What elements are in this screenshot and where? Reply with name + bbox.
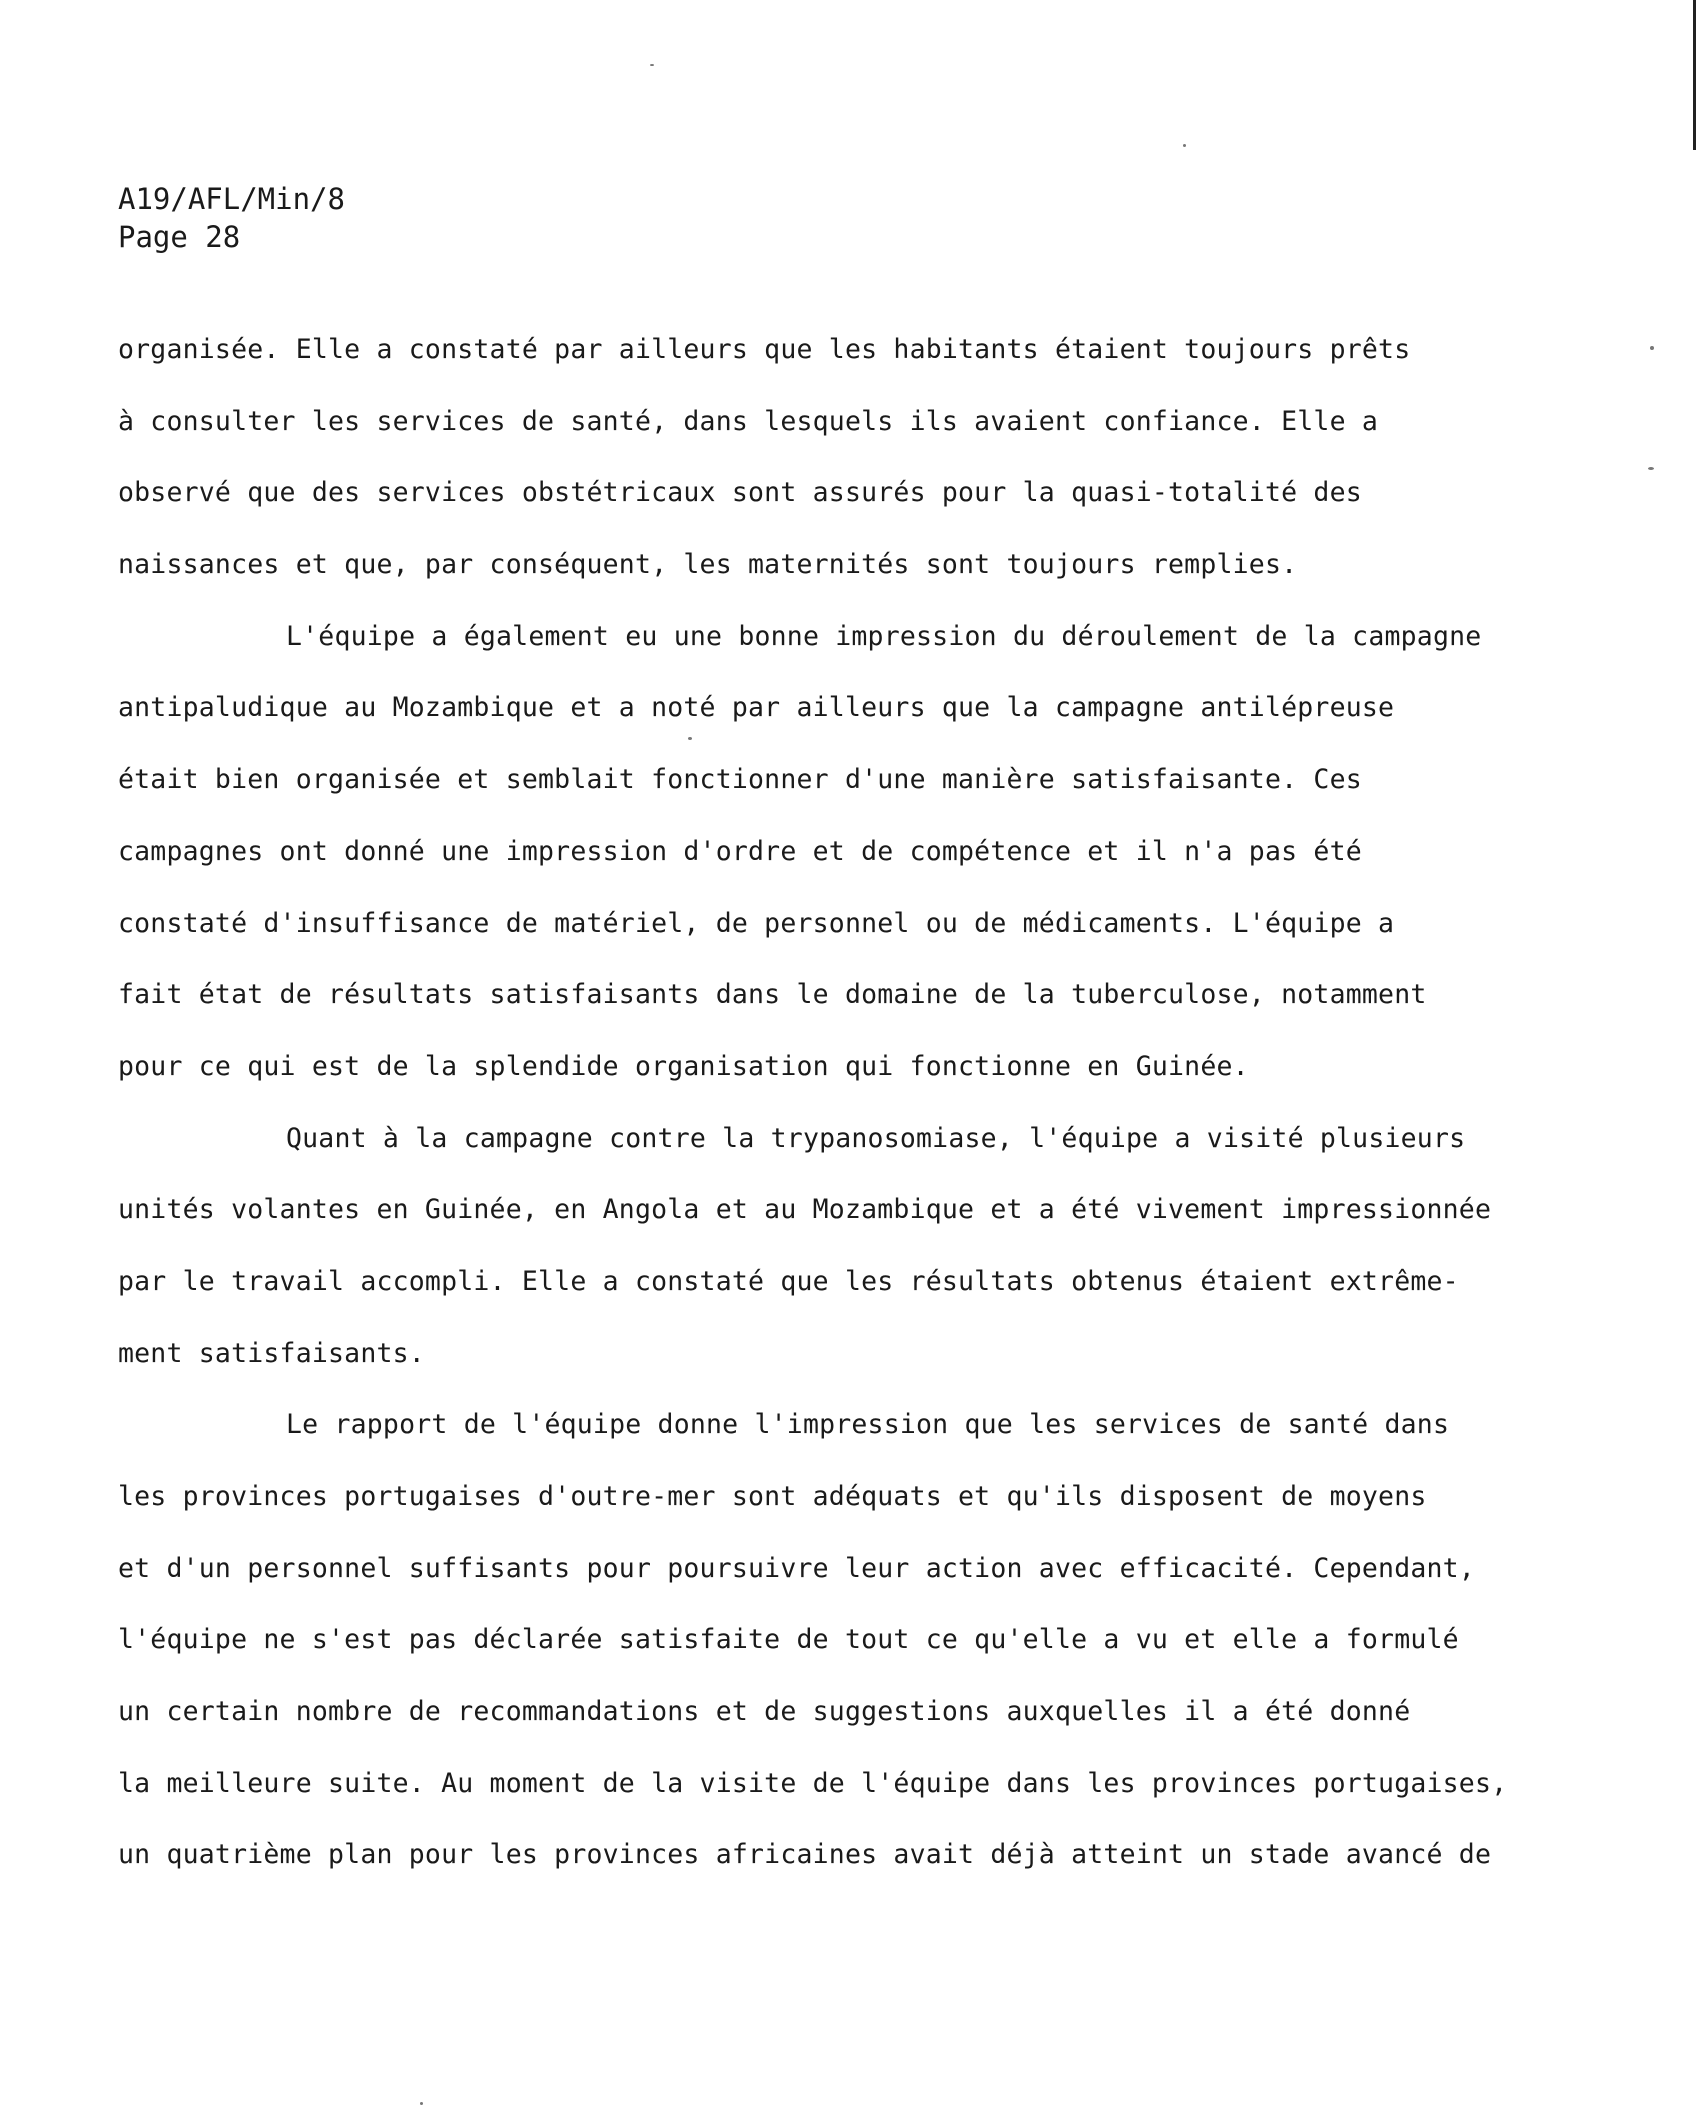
text-line: ment satisfaisants. [118, 1337, 425, 1369]
text-line: campagnes ont donné une impression d'ordre et de compétence et il n'a pas été [118, 835, 1362, 867]
text-line: par le travail accompli. Elle a constaté que les résultats obtenus étaient extrême- [118, 1265, 1459, 1297]
text-line: fait état de résultats satisfaisants dans le domaine de la tuberculose, notamment [118, 979, 1427, 1011]
text-line: constaté d'insuffisance de matériel, de personnel ou de médicaments. L'équipe a [118, 907, 1395, 939]
text-line: et d'un personnel suffisants pour poursuivre leur action avec efficacité. Cependant, [118, 1552, 1475, 1584]
scan-speck [1648, 467, 1654, 470]
text-line: l'équipe ne s'est pas déclarée satisfaite de tout ce qu'elle a vu et elle a formulé [118, 1624, 1459, 1656]
text-line: naissances et que, par conséquent, les maternités sont toujours remplies. [118, 549, 1298, 581]
text-line: à consulter les services de santé, dans lesquels ils avaient confiance. Elle a [118, 405, 1379, 437]
text-line: un quatrième plan pour les provinces africaines avait déjà atteint un stade avancé de [118, 1839, 1492, 1871]
text-line: organisée. Elle a constaté par ailleurs que les habitants étaient toujours prêts [118, 334, 1411, 365]
text-line: un certain nombre de recommandations et de suggestions auxquelles il a été donné [118, 1696, 1411, 1728]
text-line: Le rapport de l'équipe donne l'impression que les services de santé dans [286, 1409, 1450, 1441]
scan-speck [1650, 346, 1654, 350]
scan-speck [1183, 144, 1186, 147]
scan-speck [420, 2102, 423, 2105]
text-line: Quant à la campagne contre la trypanosomiase, l'équipe a visité plusieurs [286, 1122, 1466, 1154]
text-line: la meilleure suite. Au moment de la visite de l'équipe dans les provinces portugaises, [118, 1767, 1508, 1799]
document-header [118, 180, 345, 256]
text-line: pour ce qui est de la splendide organisation qui fonctionne en Guinée. [118, 1050, 1249, 1082]
text-line: observé que des services obstétricaux sont assurés pour la quasi-totalité des [118, 477, 1362, 509]
body-text [118, 314, 1578, 1891]
text-line: L'équipe a également eu une bonne impression du déroulement de la campagne [286, 620, 1482, 652]
scan-speck [650, 64, 654, 66]
document-reference: A19/AFL/Min/8 [118, 182, 345, 216]
page-number: Page 28 [118, 220, 241, 254]
text-line: antipaludique au Mozambique et a noté par ailleurs que la campagne antilépreuse [118, 692, 1395, 724]
text-line: unités volantes en Guinée, en Angola et au Mozambique et a été vivement impressionnée [118, 1194, 1492, 1226]
text-line: les provinces portugaises d'outre-mer sont adéquats et qu'ils disposent de moyens [118, 1481, 1427, 1512]
text-line: était bien organisée et semblait fonctionner d'une manière satisfaisante. Ces [118, 764, 1362, 796]
